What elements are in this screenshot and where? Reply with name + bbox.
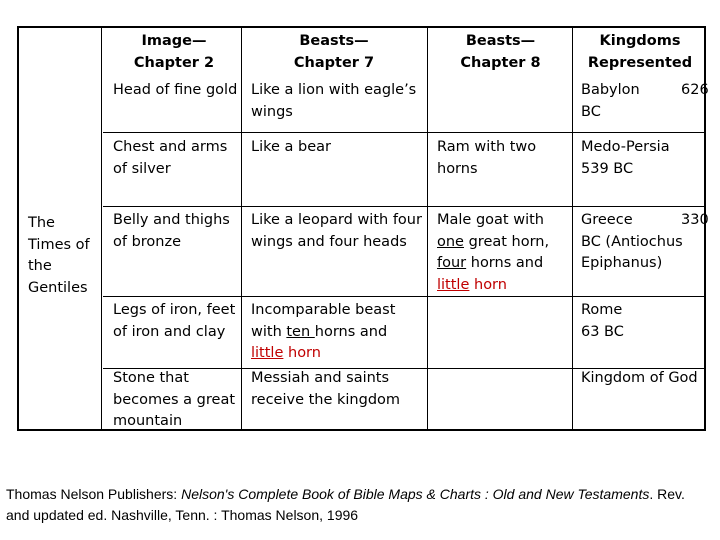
row5-kingdom-cell: Kingdom of God: [581, 370, 698, 386]
row3-beasts8-cell: Male goat with one great horn, four horns and little horn: [437, 212, 550, 293]
row3-kingdom-year: 330: [681, 212, 709, 228]
row3-beasts7-cell: Like a leopard with four wings and four heads: [251, 212, 422, 250]
prophecy-table: [17, 26, 709, 431]
row1-beasts7-cell: Like a lion with eagle’s wings: [251, 82, 417, 120]
citation: Thomas Nelson Publishers: Nelson's Complete Book of Bible Maps & Charts : Old and New Testaments. Rev. and updated ed. Nashville, Tenn. : Thomas Nelson, 1996: [6, 486, 685, 523]
row1-kingdom-year: 626: [681, 82, 709, 98]
row1-kingdom-cell: Babylon BC: [581, 82, 640, 120]
row2-beasts8-cell: Ram with two horns: [437, 139, 537, 177]
header-beasts-ch8: Beasts— Chapter 8: [460, 33, 541, 71]
row1-image-cell: Head of fine gold: [113, 82, 238, 98]
row-line: [103, 132, 706, 133]
column-line: [427, 28, 428, 431]
row4-beasts7-cell: Incomparable beast with ten horns and little horn: [251, 302, 396, 361]
row-line: [103, 206, 706, 207]
row2-beasts7-cell: Like a bear: [251, 139, 331, 155]
times-of-gentiles-label: The Times of the Gentiles: [28, 215, 90, 296]
column-line: [101, 28, 102, 431]
row2-kingdom-cell: Medo-Persia 539 BC: [581, 139, 670, 177]
header-image: Image— Chapter 2: [133, 33, 215, 71]
row3-image-cell: Belly and thighs of bronze: [113, 212, 230, 250]
row4-image-cell: Legs of iron, feet of iron and clay: [113, 302, 236, 340]
row3-kingdom-cell: Greece BC (Antiochus Epiphanus): [581, 212, 683, 271]
column-line: [241, 28, 242, 431]
header-kingdoms: Kingdoms Represented: [587, 33, 693, 71]
row4-kingdom-cell: Rome 63 BC: [581, 302, 624, 340]
row5-image-cell: Stone that becomes a great mountain: [113, 370, 236, 429]
row2-image-cell: Chest and arms of silver: [113, 139, 228, 177]
row5-beasts7-cell: Messiah and saints receive the kingdom: [251, 370, 401, 408]
header-beasts-ch7: Beasts— Chapter 7: [293, 33, 375, 71]
row-line: [103, 296, 706, 297]
column-line: [572, 28, 573, 431]
